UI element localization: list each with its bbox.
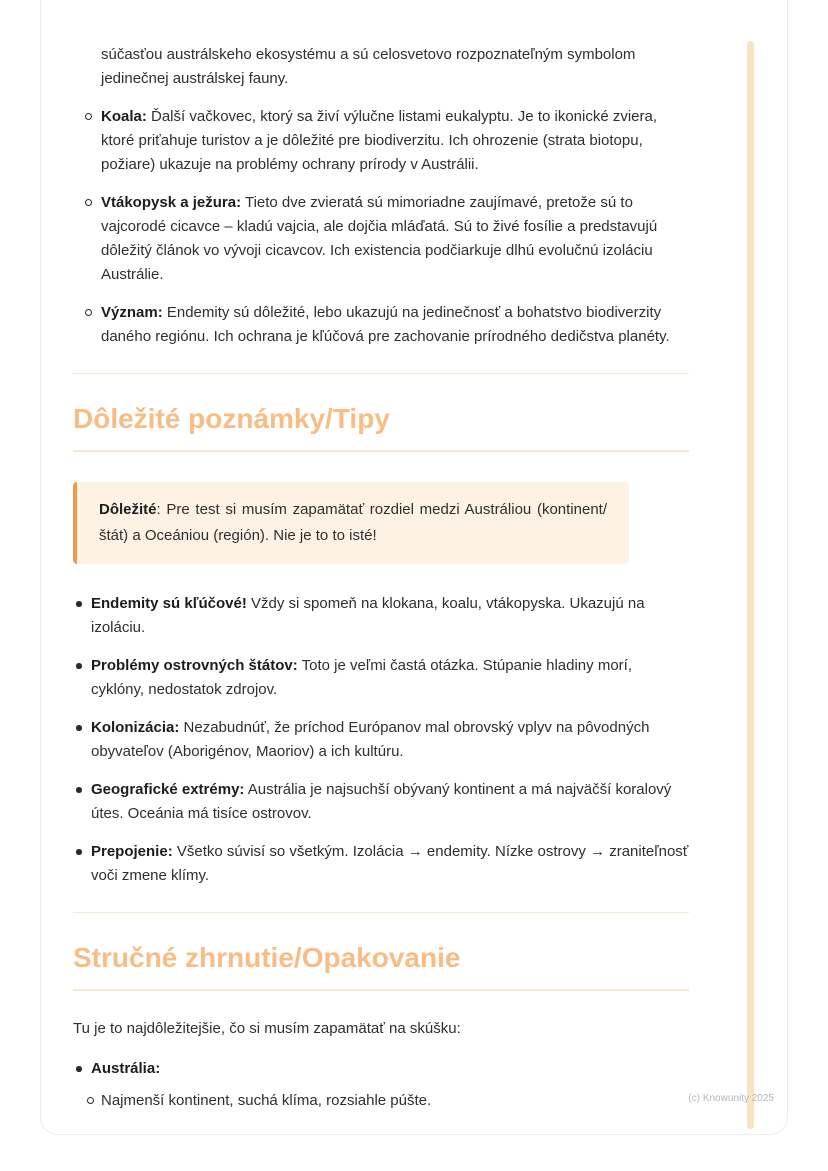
important-callout xyxy=(73,482,629,564)
bullet-lead: Kolonizácia: xyxy=(91,719,180,736)
bullet-text: Tieto dve zvieratá sú mimoriadne zaujímavé, pretože sú to vajcorodé cicavce – kladú vajcia, ale dojčia mláďatá. Sú to živé fosílie a predstavujú dôležitý článok vo vývoji cicavcov. Ich existencia podčiarkuje dlhú evolučnú izoláciu Austrálie. xyxy=(101,194,658,283)
page-edge-strip xyxy=(747,41,754,1129)
summary-intro: Tu je to najdôležitejšie, čo si musím zapamätať na skúšku: xyxy=(73,1020,461,1037)
document-page xyxy=(40,0,788,1135)
bullet-text: Toto je veľmi častá otázka. Stúpanie hladiny morí, cyklóny, nedostatok zdrojov. xyxy=(91,657,632,698)
list-item xyxy=(73,840,689,888)
list-item xyxy=(73,1057,689,1113)
list-item xyxy=(73,592,689,640)
list-item xyxy=(73,191,689,287)
bullet-text: Vždy si spomeň na klokana, koalu, vtákopyska. Ukazujú na izoláciu. xyxy=(91,595,645,636)
summary-bullet-list xyxy=(73,1057,689,1113)
bullet-lead: Koala: xyxy=(101,108,147,125)
section-divider xyxy=(73,373,689,374)
summary-sublist xyxy=(87,1089,689,1113)
watermark: (c) Knowunity 2025 xyxy=(688,1093,774,1104)
section-heading-summary: Stručné zhrnutie/Opakovanie xyxy=(73,941,689,991)
callout-text xyxy=(99,497,607,549)
bullet-text: Nezabudnúť, že príchod Európanov mal obrovský vplyv na pôvodných obyvateľov (Aborigénov, Maoriov) a ich kultúru. xyxy=(91,719,650,760)
bullet-text: Ďalší vačkovec, ktorý sa živí výlučne listami eukalyptu. Je to ikonické zviera, ktoré priťahuje turistov a je dôležité pre biodiverzitu. Ich ohrozenie (strata biotopu, požiare) ukazuje na problémy ochrany prírody v Austrálii. xyxy=(101,108,658,173)
bullet-text: Austrália je najsuchší obývaný kontinent a má najväčší koralový útes. Oceánia má tisíce ostrovov. xyxy=(91,781,672,822)
callout-body: : Pre test si musím zapamätať rozdiel medzi Austráliou (kontinent/štát) a Oceániou (región). Nie je to to isté! xyxy=(99,501,607,544)
bullet-lead: Vtákopysk a ježura: xyxy=(101,194,242,211)
bullet-lead: Geografické extrémy: xyxy=(91,781,245,798)
bullet-text: Všetko súvisí so všetkým. Izolácia → endemity. Nízke ostrovy → zraniteľnosť voči zmene klímy. xyxy=(91,843,689,884)
bullet-lead: Prepojenie: xyxy=(91,843,173,860)
list-item xyxy=(73,105,689,177)
bullet-lead: Význam: xyxy=(101,304,163,321)
list-item xyxy=(73,716,689,764)
bullet-lead: Problémy ostrovných štátov: xyxy=(91,657,298,674)
animal-bullet-list xyxy=(73,105,689,349)
section-heading-tips: Dôležité poznámky/Tipy xyxy=(73,402,689,452)
bullet-lead: Austrália: xyxy=(91,1060,161,1077)
tips-bullet-list xyxy=(73,592,689,888)
section-divider xyxy=(73,912,689,913)
bullet-lead: Endemity sú kľúčové! xyxy=(91,595,247,612)
list-item: Najmenší kontinent, suchá klíma, rozsiahle púšte. xyxy=(87,1089,689,1113)
list-item xyxy=(73,301,689,349)
list-item xyxy=(73,654,689,702)
paragraph-continuation: súčasťou austrálskeho ekosystému a sú celosvetovo rozpoznateľným symbolom jedinečnej austrálskej fauny. xyxy=(101,46,636,87)
list-item xyxy=(73,778,689,826)
document-content xyxy=(41,0,787,1113)
callout-lead: Dôležité xyxy=(99,501,157,518)
bullet-text: Endemity sú dôležité, lebo ukazujú na jedinečnosť a bohatstvo biodiverzity daného regiónu. Ich ochrana je kľúčová pre zachovanie prírodného dedičstva planéty. xyxy=(101,304,670,345)
